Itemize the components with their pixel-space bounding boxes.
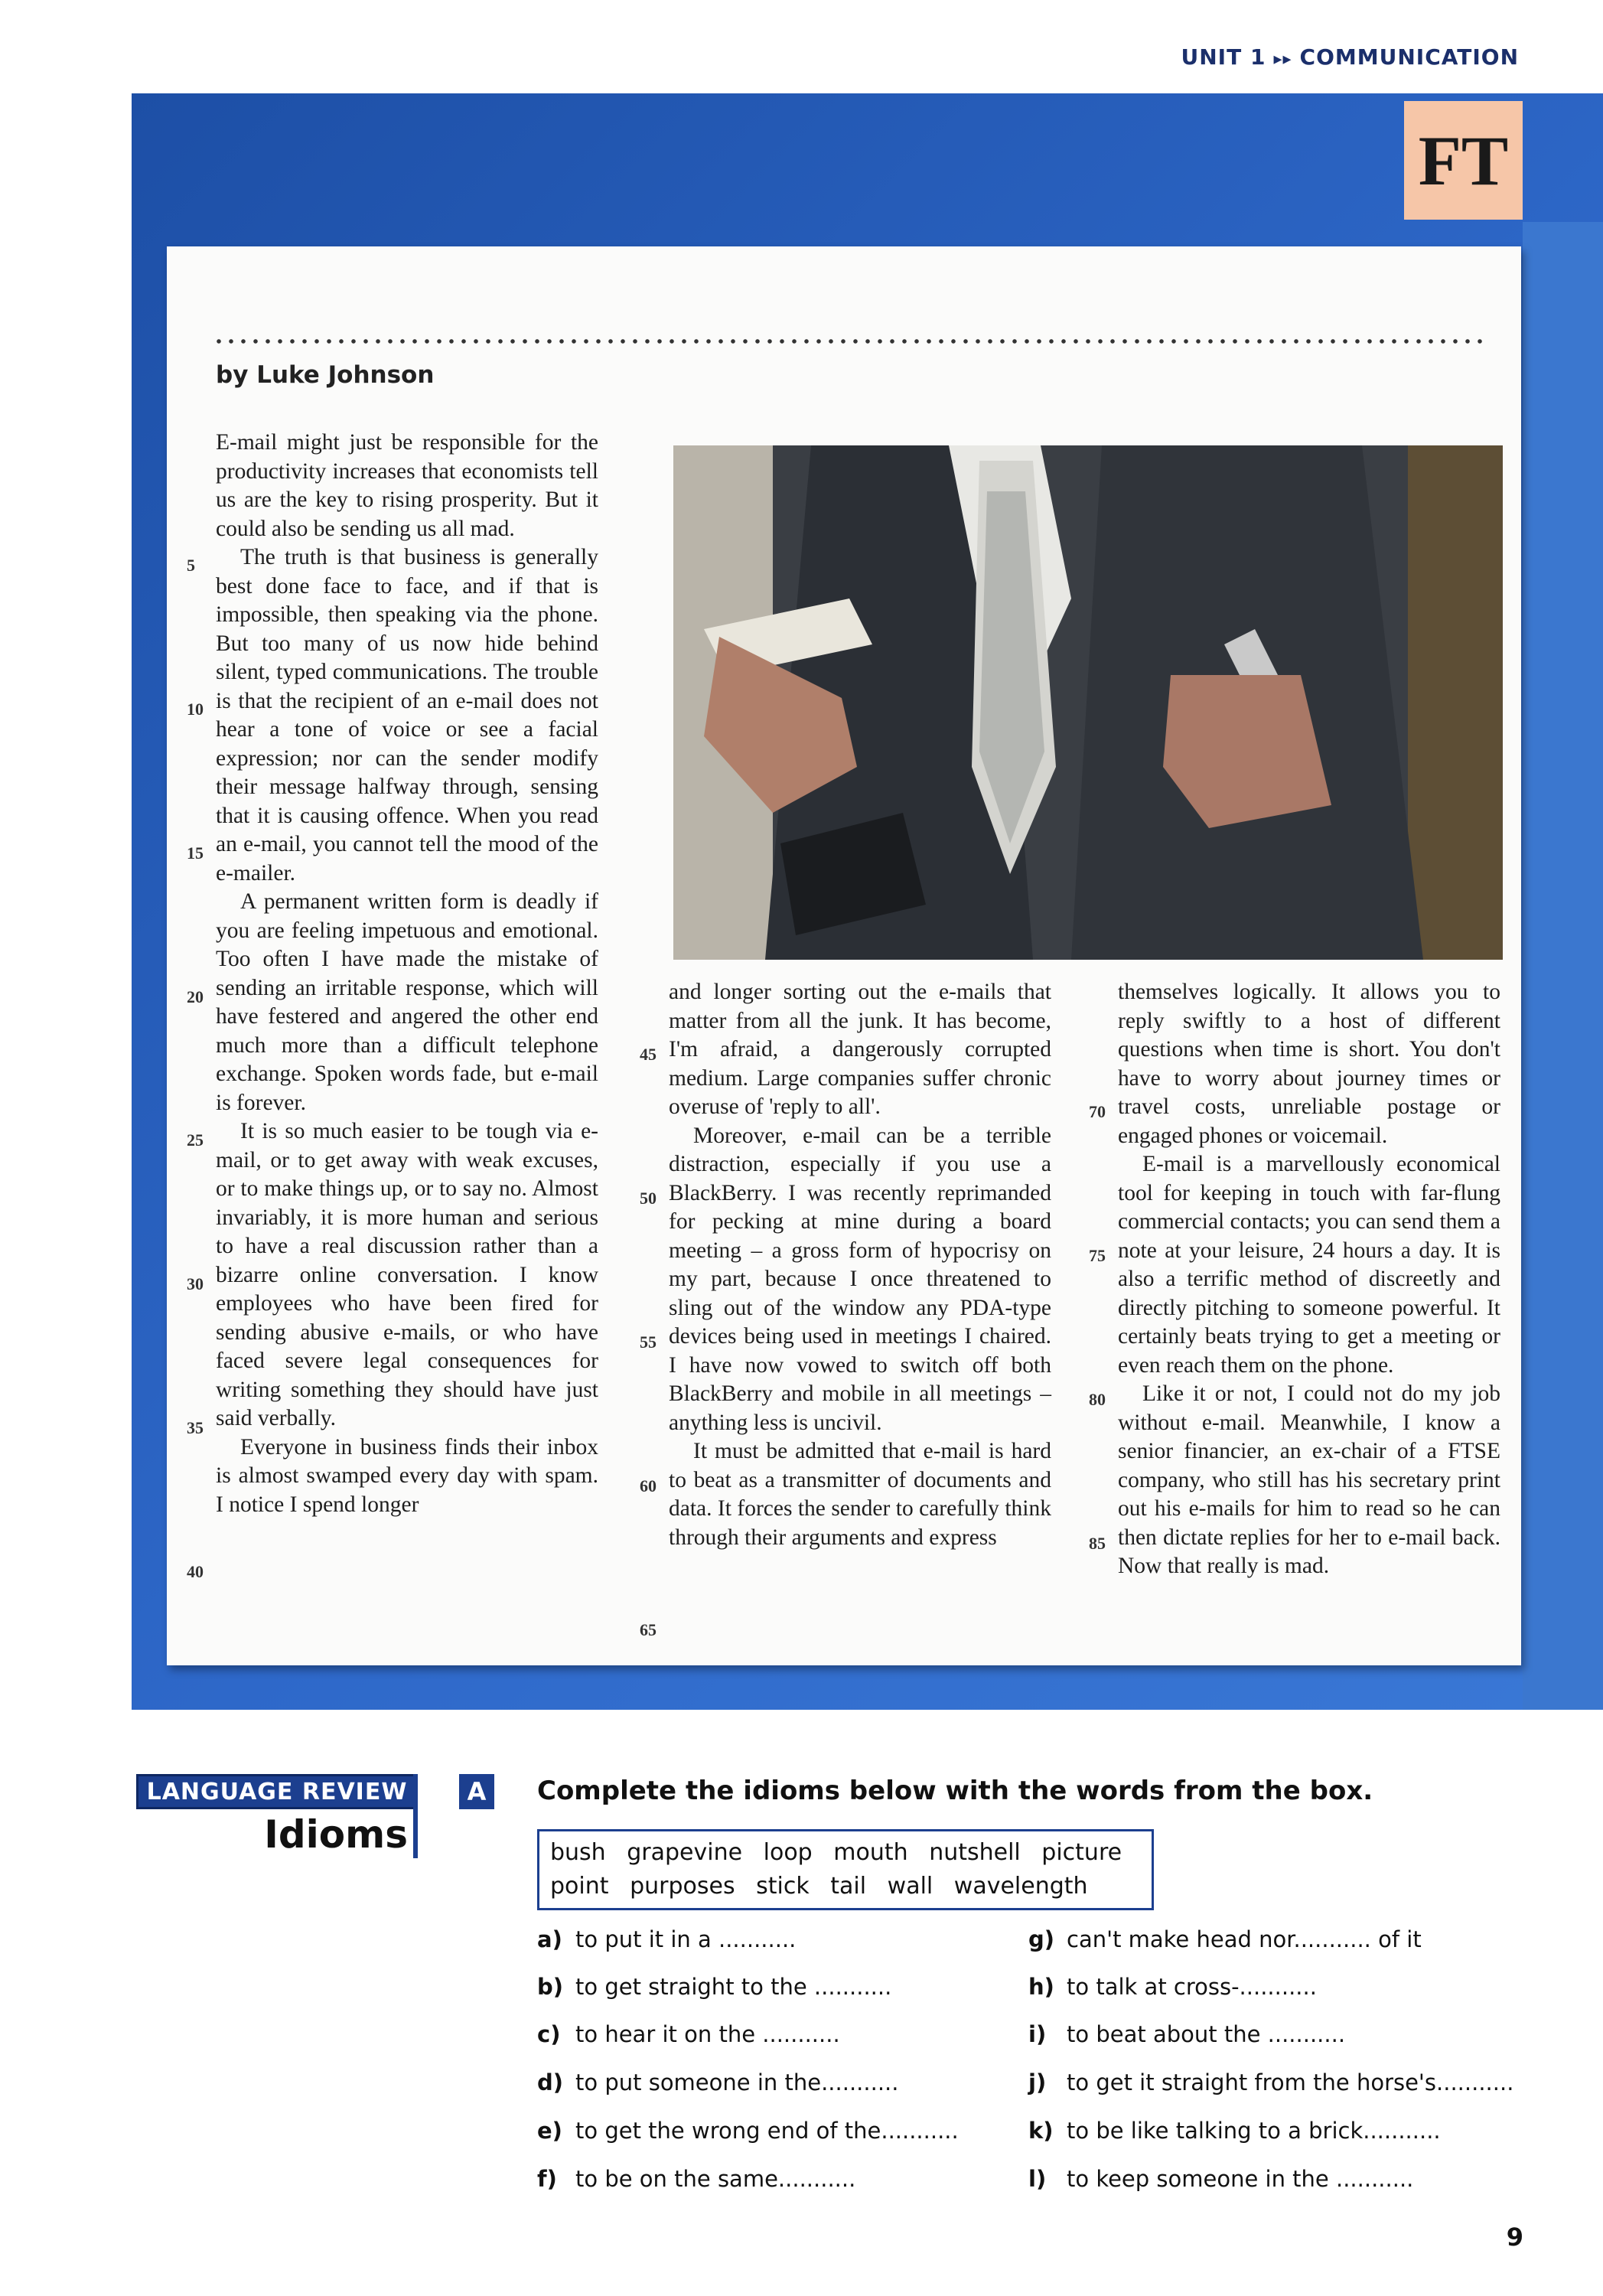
line-number: 20: [187, 987, 204, 1006]
paragraph: The truth is that business is generally best done face to face, and if that is impossible, then speaking via the phone. But too many of us now hide behind silent, typed communications. The trouble is that the recipient of an e-mail does not hear a tone of voice or see a facial expression; nor can the sender modify their message halfway through, sensing that it is causing offence. When you read an e-mail, you cannot tell the mood of the e-mailer.: [216, 545, 598, 885]
item-letter: j): [1028, 2069, 1047, 2095]
line-number: 80: [1089, 1390, 1106, 1409]
word: mouth: [833, 1839, 908, 1866]
idiom-item: [1028, 2021, 1345, 2047]
backdrop-strip: [1523, 222, 1603, 1710]
line-number: 75: [1089, 1246, 1106, 1265]
language-review-label: LANGUAGE REVIEW: [136, 1774, 418, 1809]
page-number: 9: [1506, 2223, 1523, 2252]
item-text: to be like talking to a brick...........: [1067, 2118, 1441, 2144]
line-number: 15: [187, 843, 204, 863]
word: stick: [756, 1873, 810, 1900]
word: tail: [830, 1873, 867, 1900]
idiom-item: [537, 2021, 840, 2047]
ft-logo: FT: [1404, 101, 1523, 220]
item-text: to put it in a ...........: [575, 1926, 797, 1952]
article-column-2: [669, 978, 1051, 1652]
idiom-item: [1028, 1926, 1422, 1952]
item-text: to hear it on the ...........: [575, 2021, 840, 2047]
item-letter: f): [537, 2166, 557, 2192]
idiom-item: [537, 2069, 898, 2095]
line-number: 60: [640, 1476, 657, 1495]
article-card: [167, 246, 1521, 1665]
line-number: 65: [640, 1620, 657, 1639]
item-letter: l): [1028, 2166, 1047, 2192]
word: picture: [1041, 1839, 1122, 1866]
paragraph: A permanent written form is deadly if you are feeling impetuous and emotional. Too often I have made the mistake of sending an irritable response, which will have festered and angered the other end much more than a difficult telephone exchange. Spoken words fade, but e-mail is forever.: [216, 889, 598, 1115]
exercise-letter: A: [459, 1774, 494, 1809]
item-letter: e): [537, 2118, 562, 2144]
word: grapevine: [627, 1839, 743, 1866]
idiom-item: [537, 2166, 855, 2192]
line-number: 45: [640, 1045, 657, 1064]
paragraph: Like it or not, I could not do my job without e-mail. Meanwhile, I know a senior financier, an ex-chair of a FTSE company, who still has his secretary print out his e-mails for him to read so he can then dictate replies for her to e-mail back. Now that really is mad.: [1118, 1381, 1500, 1578]
line-number: 40: [187, 1562, 204, 1581]
word: bush: [550, 1839, 606, 1866]
paragraph: Everyone in business finds their inbox is almost swamped every day with spam. I notice I spend longer: [216, 1434, 598, 1517]
item-text: to get the wrong end of the...........: [575, 2118, 959, 2144]
section-label: COMMUNICATION: [1299, 44, 1519, 70]
paragraph: It must be admitted that e-mail is hard to beat as a transmitter of documents and data. It forces the sender to carefully think through their arguments and express: [669, 1439, 1051, 1550]
unit-label: UNIT 1: [1181, 44, 1266, 70]
item-letter: h): [1028, 1974, 1054, 2000]
paragraph: E-mail might just be responsible for the productivity increases that economists tell us are the key to rising prosperity. But it could also be sending us all mad.: [216, 430, 598, 541]
line-number: 5: [187, 556, 195, 575]
word-box: [537, 1829, 1154, 1910]
paragraph: It is so much easier to be tough via e-mail, or to get away with weak excuses, or to make things up, or to say no. Almost invariably, it is more human and serious to have a real discussion rather than a bizarre online conversation. I know employees who have been fired for sending abusive e-mails, or who have faced severe legal consequences for writing something they should have just said verbally.: [216, 1119, 598, 1430]
idiom-item: [1028, 1974, 1317, 2000]
line-number: 25: [187, 1130, 204, 1150]
line-number: 70: [1089, 1102, 1106, 1121]
word: wall: [887, 1873, 933, 1900]
paragraph: Moreover, e-mail can be a terrible distraction, especially if you use a BlackBerry. I was recently reprimanded for pecking at mine during a board meeting – a gross form of hypocrisy on my part, because I once threatened to sling out of the window any PDA-type devices being used in meetings I chaired. I have now vowed to switch off both BlackBerry and mobile in all meetings – anything less is uncivil.: [669, 1123, 1051, 1435]
idiom-item: [1028, 2118, 1441, 2144]
item-text: to get it straight from the horse's...........: [1067, 2069, 1514, 2095]
line-number: 85: [1089, 1534, 1106, 1553]
item-letter: k): [1028, 2118, 1054, 2144]
item-text: to beat about the ...........: [1067, 2021, 1346, 2047]
item-letter: g): [1028, 1926, 1055, 1952]
item-text: to get straight to the ...........: [575, 1974, 892, 2000]
idiom-item: [1028, 2069, 1513, 2095]
article-photo: [673, 445, 1503, 960]
double-arrow-icon: ▸▸: [1273, 50, 1292, 69]
idiom-item: [537, 1974, 891, 2000]
item-letter: c): [537, 2021, 561, 2047]
line-number: 50: [640, 1189, 657, 1208]
article-column-3: [1118, 978, 1500, 1652]
word: purposes: [630, 1873, 735, 1900]
line-number: 30: [187, 1274, 204, 1293]
word: nutshell: [929, 1839, 1021, 1866]
idiom-item: [537, 1926, 796, 1952]
dotted-divider: [213, 338, 1487, 344]
word: loop: [763, 1839, 813, 1866]
line-number: 55: [640, 1332, 657, 1352]
section-title: Idioms: [264, 1812, 408, 1857]
word: wavelength: [953, 1873, 1088, 1900]
line-number: 35: [187, 1418, 204, 1437]
item-text: to talk at cross-...........: [1067, 1974, 1317, 2000]
idiom-item: [1028, 2166, 1413, 2192]
item-text: to be on the same...........: [575, 2166, 856, 2192]
businessman-photo-illustration: [673, 445, 1503, 960]
item-letter: a): [537, 1926, 562, 1952]
article-column-1: [216, 429, 598, 1638]
word-row: [550, 1870, 1141, 1903]
line-number: 10: [187, 700, 204, 719]
byline: by Luke Johnson: [216, 361, 435, 389]
item-text: can't make head nor........... of it: [1067, 1926, 1422, 1952]
word-row: [550, 1836, 1141, 1870]
section-rule: [413, 1774, 418, 1858]
paragraph: and longer sorting out the e-mails that matter from all the junk. It has become, I'm afraid, a dangerously corrupted medium. Large companies suffer chronic overuse of 'reply to all'.: [669, 980, 1051, 1119]
word: point: [550, 1873, 609, 1900]
item-letter: i): [1028, 2021, 1047, 2047]
item-text: to keep someone in the ...........: [1067, 2166, 1414, 2192]
exercise-instruction: Complete the idioms below with the words from the box.: [537, 1776, 1373, 1806]
idiom-item: [537, 2118, 959, 2144]
item-letter: d): [537, 2069, 564, 2095]
item-letter: b): [537, 1974, 564, 2000]
paragraph: themselves logically. It allows you to reply swiftly to a host of different questions when time is short. You don't have to worry about journey times or travel costs, unreliable postage or engaged phones or voicemail.: [1118, 980, 1500, 1148]
item-text: to put someone in the...........: [575, 2069, 899, 2095]
paragraph: E-mail is a marvellously economical tool for keeping in touch with far-flung commercial contacts; you can send them a note at your leisure, 24 hours a day. It is also a terrific method of discreetly and directly pitching to someone powerful. It certainly beats trying to get a meeting or even reach them on the phone.: [1118, 1152, 1500, 1378]
unit-header: [1181, 44, 1519, 70]
